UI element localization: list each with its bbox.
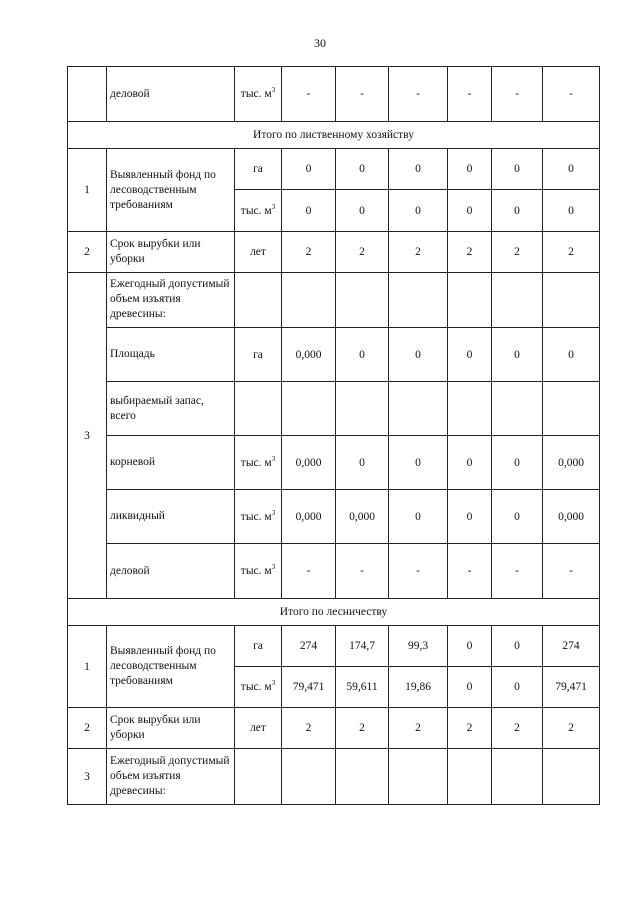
- table-row: [68, 490, 600, 544]
- empty-cell: [336, 382, 389, 436]
- value-cell: -: [492, 544, 543, 599]
- value-cell: -: [282, 544, 336, 599]
- section-header-row: [68, 122, 600, 149]
- value-cell: 0: [492, 626, 543, 667]
- empty-cell: [389, 273, 448, 328]
- table-row: [68, 328, 600, 382]
- value-cell: -: [389, 67, 448, 122]
- empty-cell: [282, 273, 336, 328]
- value-cell: -: [543, 544, 600, 599]
- row-number: 1: [68, 626, 107, 708]
- unit-cell: тыс. $м^3$: [235, 667, 282, 708]
- row-number: 1: [68, 149, 107, 232]
- value-cell: 2: [492, 232, 543, 273]
- page-number: 30: [314, 36, 326, 50]
- table-row: [68, 67, 600, 122]
- unit-cell: тыс. $м^3$: [235, 544, 282, 599]
- table-row: [68, 436, 600, 490]
- value-cell: 0,000: [543, 436, 600, 490]
- value-cell: 0,000: [282, 490, 336, 544]
- value-cell: 274: [282, 626, 336, 667]
- table-row: [68, 382, 600, 436]
- unit-cell: тыс. $м^3$: [235, 436, 282, 490]
- value-cell: 2: [336, 708, 389, 749]
- value-cell: 99,3: [389, 626, 448, 667]
- value-cell: 0,000: [282, 436, 336, 490]
- value-cell: 79,471: [282, 667, 336, 708]
- value-cell: 0,000: [282, 328, 336, 382]
- unit-cell: лет: [235, 232, 282, 273]
- value-cell: 2: [448, 708, 492, 749]
- value-cell: 0: [389, 190, 448, 232]
- unit-cell: га: [235, 149, 282, 190]
- value-cell: -: [336, 544, 389, 599]
- value-cell: 79,471: [543, 667, 600, 708]
- value-cell: 0: [389, 490, 448, 544]
- row-label: ликвидный: [107, 490, 235, 544]
- row-label: Выявленный фонд по лесоводственным требованиям: [107, 149, 235, 232]
- table-row: [68, 544, 600, 599]
- value-cell: -: [448, 544, 492, 599]
- value-cell: 0: [492, 190, 543, 232]
- value-cell: 174,7: [336, 626, 389, 667]
- value-cell: 2: [543, 708, 600, 749]
- row-label: Срок вырубки или уборки: [107, 232, 235, 273]
- value-cell: 0: [492, 490, 543, 544]
- value-cell: 0: [448, 667, 492, 708]
- table-row: [68, 273, 600, 328]
- row-number: 2: [68, 232, 107, 273]
- value-cell: -: [492, 67, 543, 122]
- table-row: [68, 232, 600, 273]
- row-label: Ежегодный допустимый объем изъятия древесины:: [107, 273, 235, 328]
- value-cell: 274: [543, 626, 600, 667]
- row-label: Ежегодный допустимый объем изъятия древесины:: [107, 749, 235, 805]
- value-cell: 0: [448, 190, 492, 232]
- value-cell: 0: [336, 190, 389, 232]
- section-title: Итого по лиственному хозяйству: [68, 122, 600, 149]
- value-cell: 2: [389, 232, 448, 273]
- row-label: деловой: [107, 67, 235, 122]
- empty-cell: [448, 749, 492, 805]
- row-number: 3: [68, 273, 107, 599]
- row-label: выбираемый запас, всего: [107, 382, 235, 436]
- value-cell: 0: [336, 328, 389, 382]
- empty-cell: [235, 382, 282, 436]
- empty-cell: [543, 382, 600, 436]
- value-cell: 0: [448, 149, 492, 190]
- empty-cell: [543, 749, 600, 805]
- value-cell: 0: [389, 436, 448, 490]
- value-cell: 2: [282, 232, 336, 273]
- value-cell: 0: [492, 667, 543, 708]
- row-number: 2: [68, 708, 107, 749]
- unit-cell: тыс. $м^3$: [235, 67, 282, 122]
- value-cell: -: [282, 67, 336, 122]
- value-cell: 2: [492, 708, 543, 749]
- unit-cell: га: [235, 328, 282, 382]
- table-row: [68, 708, 600, 749]
- value-cell: 19,86: [389, 667, 448, 708]
- empty-cell: [336, 273, 389, 328]
- value-cell: 59,611: [336, 667, 389, 708]
- row-number: 3: [68, 749, 107, 805]
- value-cell: 0: [448, 436, 492, 490]
- table-row: [68, 626, 600, 667]
- empty-cell: [282, 382, 336, 436]
- value-cell: 0: [492, 436, 543, 490]
- row-label: деловой: [107, 544, 235, 599]
- value-cell: -: [448, 67, 492, 122]
- unit-cell: тыс. $м^3$: [235, 490, 282, 544]
- empty-cell: [448, 273, 492, 328]
- value-cell: 0: [282, 190, 336, 232]
- empty-cell: [492, 273, 543, 328]
- value-cell: 0: [448, 490, 492, 544]
- value-cell: 2: [389, 708, 448, 749]
- value-cell: 0: [389, 328, 448, 382]
- row-number-cell: [68, 67, 107, 122]
- empty-cell: [492, 749, 543, 805]
- unit-cell: га: [235, 626, 282, 667]
- value-cell: -: [543, 67, 600, 122]
- empty-cell: [389, 749, 448, 805]
- table-row: [68, 749, 600, 805]
- value-cell: 0: [282, 149, 336, 190]
- empty-cell: [492, 382, 543, 436]
- value-cell: 0: [448, 328, 492, 382]
- row-label: Выявленный фонд по лесоводственным требованиям: [107, 626, 235, 708]
- value-cell: 0: [543, 328, 600, 382]
- value-cell: 0: [543, 190, 600, 232]
- value-cell: -: [389, 544, 448, 599]
- empty-cell: [282, 749, 336, 805]
- value-cell: 0: [389, 149, 448, 190]
- value-cell: 0: [336, 436, 389, 490]
- value-cell: 0,000: [336, 490, 389, 544]
- value-cell: 0: [492, 328, 543, 382]
- value-cell: 2: [543, 232, 600, 273]
- empty-cell: [389, 382, 448, 436]
- section-header-row: [68, 599, 600, 626]
- empty-cell: [235, 273, 282, 328]
- row-label: Площадь: [107, 328, 235, 382]
- value-cell: 2: [282, 708, 336, 749]
- forest-harvest-table: [67, 66, 600, 805]
- table-row: [68, 149, 600, 190]
- value-cell: 2: [336, 232, 389, 273]
- value-cell: 0: [543, 149, 600, 190]
- row-label: корневой: [107, 436, 235, 490]
- empty-cell: [235, 749, 282, 805]
- value-cell: 0: [448, 626, 492, 667]
- value-cell: 2: [448, 232, 492, 273]
- unit-cell: лет: [235, 708, 282, 749]
- value-cell: 0,000: [543, 490, 600, 544]
- value-cell: 0: [336, 149, 389, 190]
- unit-cell: тыс. $м^3$: [235, 190, 282, 232]
- value-cell: 0: [492, 149, 543, 190]
- section-title: Итого по лесничеству: [68, 599, 600, 626]
- value-cell: -: [336, 67, 389, 122]
- empty-cell: [543, 273, 600, 328]
- row-label: Срок вырубки или уборки: [107, 708, 235, 749]
- empty-cell: [336, 749, 389, 805]
- empty-cell: [448, 382, 492, 436]
